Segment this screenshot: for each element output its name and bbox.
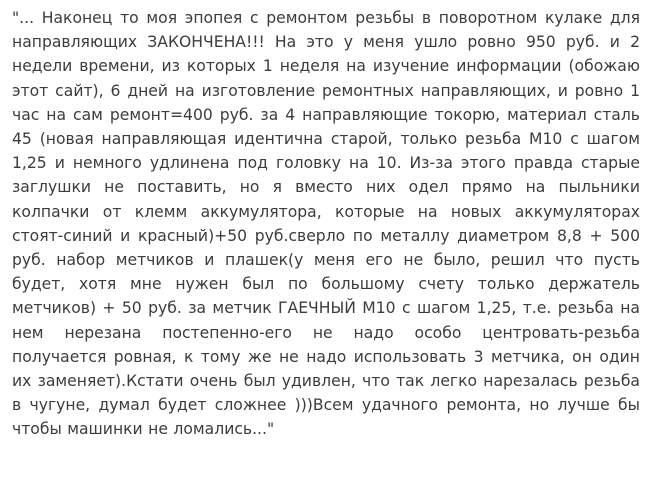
quote-text: "... Наконец то моя эпопея с ремонтом резьбы в поворотном кулаке для направляющих ЗАКОНЧЕНА!!! На это у меня ушло ровно 950 руб. и 2 недели времени, из которых 1 неделя на изучение информации (обожаю этот сайт), 6 дней на изготовление ремонтных направляющих, и ровно 1 час на сам ремонт=400 руб. за 4 направляющие токорю, материал сталь 45 (новая направляющая идентична старой, только резьба М10 с шагом 1,25 и немного удлинена под головку на 10. Из-за этого правда старые заглушки не поставить, но я вместо них одел прямо на пыльники колпачки от клемм аккумулятора, которые на новых аккумуляторах стоят-синий и красный)+50 руб.сверло по металлу диаметром 8,8 + 500 руб. набор метчиков и плашек(у меня его не было, решил что пусть будет, хотя мне нужен был по большому счету только держатель метчиков) + 50 руб. за метчик ГАЕЧНЫЙ М10 с шагом 1,25, т.е. резьба на нем нерезана постепенно-его не надо особо центровать-резьба получается ровная, к тому же не надо использовать 3 метчика, он один их заменяет).Кстати очень был удивлен, что так легко нарезалась резьба в чугуне, думал будет сложнее )))Всем удачного ремонта, но лучше бы чтобы машинки не ломались..." bbox=[12, 9, 640, 439]
